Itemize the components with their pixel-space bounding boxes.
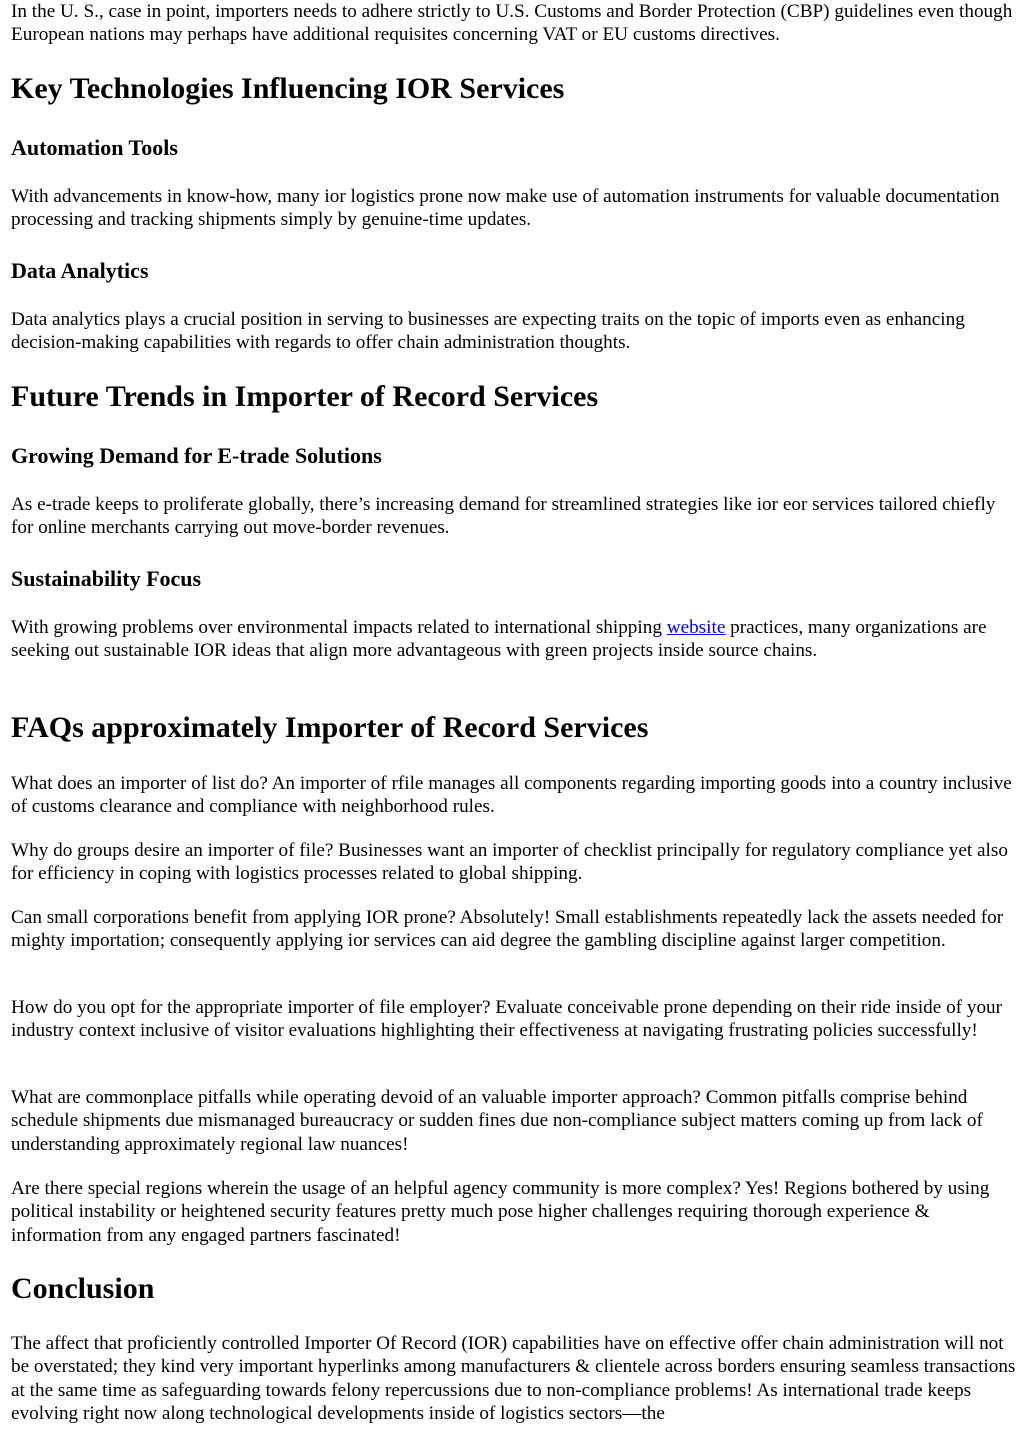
conclusion-paragraph: The affect that proficiently controlled Importer Of Record (IOR) capabilities have on effective offer chain administration will not be overstated; they kind very important hyperlinks among manufacturers & clientele across borders ensuring seamless transactions at the same time as safeguarding towards felony repercussions due to non-compliance problems! As international trade keeps evolving right now along technological developments inside of logistics sectors—the [11, 1333, 1016, 1424]
faq-item: Are there special regions wherein the usage of an helpful agency community is more complex? Yes! Regions bothered by using political instability or heightened security features pretty much pose higher challenges requiring thorough experience & information from any engaged partners fascinated! [11, 1178, 990, 1246]
intro-paragraph: In the U. S., case in point, importers needs to adhere strictly to U.S. Customs and Border Protection (CBP) guidelines even though European nations may perhaps have additional requisites concerning VAT or EU customs directives. [11, 1, 1013, 46]
subheading-etrade: Growing Demand for E-trade Solutions [11, 443, 382, 468]
sustainability-paragraph [11, 616, 1017, 663]
faq-item: How do you opt for the appropriate importer of file employer? Evaluate conceivable prone depending on their ride inside of your industry context inclusive of visitor evaluations highlighting their effectiveness at navigating frustrating policies successfully! [11, 997, 1003, 1042]
analytics-paragraph: Data analytics plays a crucial position in serving to businesses are expecting traits on the topic of imports even as enhancing decision-making capabilities with regards to offer chain administration thoughts. [11, 309, 965, 354]
faq-item: Can small corporations benefit from applying IOR prone? Absolutely! Small establishments repeatedly lack the assets needed for mighty importation; consequently applying ior services can aid degree the gambling discipline against larger competition. [11, 907, 1004, 952]
sustainability-text-after: practices, many organizations are seeking out sustainable IOR ideas that align more advantageous with green projects inside source chains. [11, 617, 987, 662]
section-heading-faqs: FAQs approximately Importer of Record Services [11, 711, 649, 744]
sustainability-text-before: With growing problems over environmental impacts related to international shipping [11, 617, 667, 638]
website-link[interactable]: website [666, 617, 726, 638]
subheading-data-analytics: Data Analytics [11, 258, 149, 283]
faq-item: Why do groups desire an importer of file? Businesses want an importer of checklist principally for regulatory compliance yet also for efficiency in coping with logistics processes related to global shipping. [11, 840, 1008, 885]
faq-item: What does an importer of list do? An importer of rfile manages all components regarding importing goods into a country inclusive of customs clearance and compliance with neighborhood rules. [11, 773, 1012, 818]
faq-item: What are commonplace pitfalls while operating devoid of an valuable importer approach? Common pitfalls comprise behind schedule shipments due mismanaged bureaucracy or sudden fines due non-compliance subject matters coming up from lack of understanding approximately regional law nuances! [11, 1087, 983, 1155]
automation-paragraph: With advancements in know-how, many ior logistics prone now make use of automation instruments for valuable documentation processing and tracking shipments simply by genuine-time updates. [11, 186, 1000, 231]
section-heading-future-trends: Future Trends in Importer of Record Services [11, 380, 599, 413]
section-heading-key-technologies: Key Technologies Influencing IOR Services [11, 72, 565, 105]
subheading-automation-tools: Automation Tools [11, 135, 178, 160]
subheading-sustainability: Sustainability Focus [11, 566, 202, 591]
section-heading-conclusion: Conclusion [11, 1272, 155, 1305]
etrade-paragraph: As e-trade keeps to proliferate globally, there’s increasing demand for streamlined strategies like ior eor services tailored chiefly for online merchants carrying out move-border revenues. [11, 494, 996, 539]
